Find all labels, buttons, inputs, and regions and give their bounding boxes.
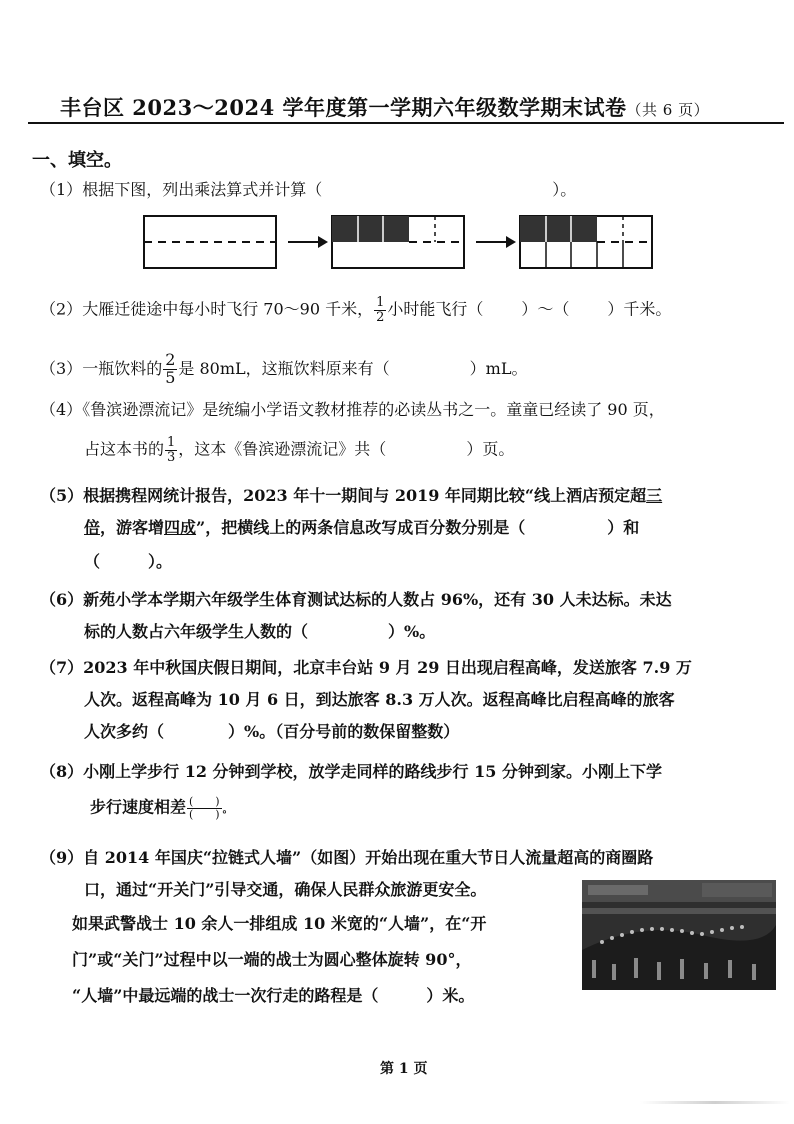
arrow-1-head	[318, 236, 328, 248]
page-count: （共 6 页）	[626, 101, 710, 119]
fraction	[374, 296, 386, 324]
underlined-text: 倍	[84, 518, 101, 537]
fraction-numerator: 1	[376, 295, 385, 310]
question-number: （7）	[40, 658, 84, 677]
question-text: 一瓶饮料的	[82, 358, 163, 378]
question-text: 占这本书的	[84, 439, 165, 459]
question-text-2: ”，把横线上的两条信息改写成百分数分别是（	[196, 518, 526, 537]
question-7-line-3: 人次多约（ ）%。（百分号前的数保留整数）	[84, 722, 460, 741]
question-text-2: 小时能飞行（	[387, 299, 484, 319]
bar-3-shaded	[520, 216, 597, 242]
question-9-line-5: “人墙”中最远端的战士一次行走的路程是（ ）米。	[72, 986, 475, 1005]
question-text-end: ）页。	[466, 439, 515, 459]
question-9-line-4: 门”或“关门”过程中以一端的战士为圆心整体旋转 90°，	[72, 950, 472, 969]
question-text-end: 。	[222, 804, 233, 816]
fraction-denominator: ( )	[189, 807, 220, 821]
question-5-line-2	[84, 518, 639, 537]
question-number: （2）	[40, 299, 83, 319]
question-text: ，游客增	[100, 518, 165, 537]
question-text: 大雁迁徙途中每小时飞行 70～90 千米，	[82, 299, 374, 319]
human-wall-photo	[582, 880, 776, 990]
fraction-numerator: 2	[165, 350, 176, 369]
question-text: 根据下图，列出乘法算式并计算（	[82, 180, 323, 199]
question-number: （9）	[40, 848, 84, 867]
question-number: （1）	[40, 180, 83, 199]
exam-title	[60, 92, 709, 122]
question-5-line-3[interactable]: （ ）。	[84, 552, 173, 571]
question-number: （5）	[40, 486, 84, 505]
question-4-line-2	[84, 436, 514, 464]
question-text: 步行速度相差	[90, 797, 187, 817]
fraction-numerator: ( )	[189, 795, 220, 808]
question-text-2: ，这本《鲁滨逊漂流记》共（	[178, 439, 387, 459]
question-5	[40, 486, 662, 505]
fraction-bars-svg	[140, 212, 670, 274]
question-line-1: 自 2014 年国庆“拉链式人墙”（如图）开始出现在重大节日人流量超高的商圈路	[83, 848, 654, 867]
question-6-line-2: 标的人数占六年级学生人数的（ ）%。	[84, 622, 436, 641]
fraction-numerator: 1	[167, 435, 176, 450]
question-9-line-2: 口，通过“开关门”引导交通，确保人民群众旅游更安全。	[84, 880, 487, 899]
question-line-1: 小刚上学步行 12 分钟到学校，放学走同样的路线步行 15 分钟到家。小刚上下学	[83, 762, 662, 781]
question-3	[40, 352, 527, 387]
human-wall-illustration	[582, 880, 776, 990]
fraction-denominator: 5	[165, 367, 176, 387]
question-text-end: ）和	[607, 518, 640, 537]
question-line-1: 新苑小学本学期六年级学生体育测试达标的人数占 96%，还有 30 人未达标。未达	[83, 590, 672, 609]
fraction	[165, 436, 177, 464]
question-9-line-3: 如果武警战士 10 余人一排组成 10 米宽的“人墙”，在“开	[72, 914, 487, 933]
question-8	[40, 762, 662, 781]
title-divider	[28, 122, 784, 124]
question-4	[40, 400, 665, 419]
underlined-text: 三	[646, 486, 663, 505]
bar-2-shaded	[332, 216, 409, 242]
page-number: 第 1 页	[380, 1061, 428, 1077]
question-line-1: 《鲁滨逊漂流记》是统编小学语文教材推荐的必读丛书之一。童童已经读了 90 页，	[82, 400, 665, 419]
arrow-2-head	[506, 236, 516, 248]
question-number: （3）	[40, 358, 83, 378]
fraction	[163, 352, 177, 387]
question-7-line-2: 人次。返程高峰为 10 月 6 日，到达旅客 8.3 万人次。返程高峰比启程高峰的旅客	[84, 690, 675, 709]
question-number: （6）	[40, 590, 84, 609]
question-line-1: 2023 年中秋国庆假日期间，北京丰台站 9 月 29 日出现启程高峰，发送旅客 7.9 万	[83, 658, 692, 677]
question-number: （4）	[40, 400, 83, 419]
question-9	[40, 848, 653, 867]
section-heading: 一、填空。	[32, 150, 122, 171]
exam-title-text: 丰台区 2023～2024 学年度第一学期六年级数学期末试卷	[60, 95, 627, 120]
question-text-mid: ）～（	[521, 299, 570, 319]
fraction-denominator: 2	[376, 309, 385, 325]
underlined-text-2: 四成	[164, 518, 197, 537]
question-1	[40, 180, 576, 199]
question-8-line-2	[90, 796, 233, 820]
question-7	[40, 658, 692, 677]
fraction-denominator: 3	[167, 449, 176, 465]
question-text-end: ）千米。	[607, 299, 672, 319]
question-line-1: 根据携程网统计报告，2023 年十一期间与 2019 年同期比较“线上酒店预定超	[83, 486, 647, 505]
question-text-end: ）mL。	[469, 358, 528, 378]
question-number: （8）	[40, 762, 84, 781]
question-text-end: ）。	[552, 180, 577, 199]
scan-edge-artifact	[640, 1101, 790, 1104]
question-text-2: 是 80mL，这瓶饮料原来有（	[178, 358, 390, 378]
fraction[interactable]	[187, 796, 222, 820]
question-6	[40, 590, 672, 609]
question-2	[40, 296, 671, 324]
